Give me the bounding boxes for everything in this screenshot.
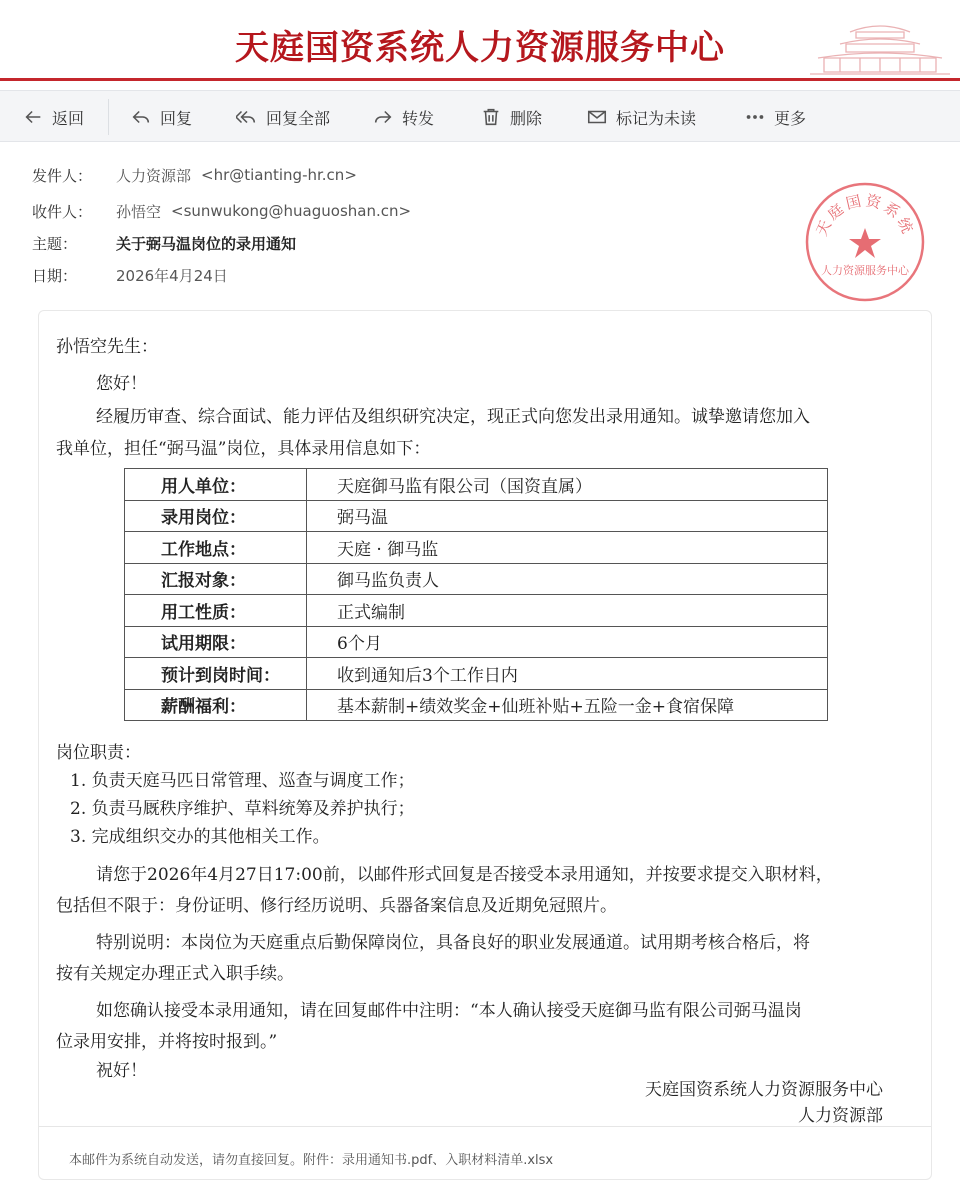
to-row: [32, 199, 411, 223]
from-email[interactable]: <hr@tianting-hr.cn>: [201, 166, 357, 184]
from-row: [32, 163, 357, 187]
duty-item: 3. 完成组织交办的其他相关工作。: [70, 827, 330, 847]
toolbar-divider: [108, 99, 109, 135]
signature-dept: 人力资源部: [798, 1106, 883, 1126]
info-row: [125, 658, 828, 690]
duty-item: 1. 负责天庭马匹日常管理、巡查与调度工作；: [70, 771, 415, 791]
forward-button[interactable]: [372, 91, 434, 143]
footer-note: 本邮件为系统自动发送，请勿直接回复。附件：录用通知书.pdf、入职材料清单.xlsx: [69, 1153, 554, 1168]
from-label: 发件人：: [32, 166, 93, 185]
info-row: [125, 500, 828, 532]
info-row: [125, 532, 828, 564]
offer-info-table: [124, 468, 828, 721]
signature-org: 天庭国资系统人力资源服务中心: [645, 1080, 883, 1100]
info-value: 天庭 · 御马监: [307, 532, 828, 564]
reply-line-1: 请您于2026年4月27日17:00前，以邮件形式回复是否接受本录用通知，并按要求提交入职材料，: [96, 865, 833, 885]
letter-card: [38, 310, 932, 1180]
date-label: 日期：: [32, 266, 78, 285]
svg-text:人力资源服务中心: 人力资源服务中心: [821, 264, 909, 277]
duties-title: 岗位职责：: [56, 743, 141, 763]
reply-all-button[interactable]: [236, 91, 330, 143]
to-email[interactable]: <sunwukong@huaguoshan.cn>: [171, 202, 412, 220]
more-label: 更多: [774, 108, 807, 128]
svg-text:天庭国资系统: 天庭国资系统: [812, 191, 918, 239]
intro-line-1: 经履历审查、综合面试、能力评估及组织研究决定，现正式向您发出录用通知。诚挚邀请您加入: [96, 407, 810, 427]
info-key: 预计到岗时间：: [125, 658, 307, 690]
info-row: [125, 595, 828, 627]
info-row: [125, 563, 828, 595]
reply-icon: [130, 106, 152, 128]
info-row: [125, 469, 828, 501]
info-value: 基本薪制+绩效奖金+仙班补贴+五险一金+食宿保障: [307, 689, 828, 721]
mark-unread-label: 标记为未读: [616, 108, 697, 128]
arrow-left-icon: [22, 106, 44, 128]
greeting: 您好！: [96, 374, 147, 394]
reply-all-label: 回复全部: [266, 108, 331, 128]
forward-icon: [372, 106, 394, 128]
info-key: 工作地点：: [125, 532, 307, 564]
info-value: 正式编制: [307, 595, 828, 627]
footer-divider: [39, 1126, 931, 1127]
to-label: 收件人：: [32, 202, 93, 221]
info-value: 御马监负责人: [307, 563, 828, 595]
back-label: 返回: [52, 108, 85, 128]
subject-row: [32, 231, 296, 255]
info-row: [125, 626, 828, 658]
special-line-1: 特别说明：本岗位为天庭重点后勤保障岗位，具备良好的职业发展通道。试用期考核合格后，将: [96, 933, 810, 953]
reply-button[interactable]: [130, 91, 192, 143]
from-name[interactable]: 人力资源部: [116, 166, 192, 185]
info-key: 录用岗位：: [125, 500, 307, 532]
closing: 祝好！: [96, 1061, 147, 1081]
star-icon: [849, 228, 881, 258]
to-name[interactable]: 孙悟空: [116, 202, 162, 221]
official-seal: [803, 180, 927, 304]
page-title: 天庭国资系统人力资源服务中心: [235, 28, 725, 68]
more-button[interactable]: [744, 91, 806, 143]
info-key: 汇报对象：: [125, 563, 307, 595]
header-divider: [0, 78, 960, 81]
subject-text: 关于弼马温岗位的录用通知: [116, 234, 297, 253]
subject-label: 主题：: [32, 234, 78, 253]
salutation: 孙悟空先生：: [56, 337, 158, 357]
info-value: 弼马温: [307, 500, 828, 532]
confirm-line-1: 如您确认接受本录用通知，请在回复邮件中注明：“本人确认接受天庭御马监有限公司弼马温岗: [96, 1001, 802, 1021]
forward-label: 转发: [402, 108, 435, 128]
back-button[interactable]: [22, 91, 84, 143]
intro-line-2: 我单位，担任“弼马温”岗位，具体录用信息如下：: [56, 439, 431, 459]
info-row: [125, 689, 828, 721]
reply-all-icon: [236, 106, 258, 128]
delete-label: 删除: [510, 108, 543, 128]
info-value: 6个月: [307, 626, 828, 658]
info-key: 试用期限：: [125, 626, 307, 658]
confirm-line-2: 位录用安排，并将按时报到。”: [56, 1032, 278, 1052]
info-key: 用人单位：: [125, 469, 307, 501]
info-value: 收到通知后3个工作日内: [307, 658, 828, 690]
info-value: 天庭御马监有限公司（国资直属）: [307, 469, 828, 501]
envelope-icon: [586, 106, 608, 128]
reply-label: 回复: [160, 108, 193, 128]
mail-toolbar: [0, 90, 960, 142]
reply-line-2: 包括但不限于：身份证明、修行经历说明、兵器备案信息及近期免冠照片。: [56, 896, 617, 916]
trash-icon: [480, 106, 502, 128]
more-dots-icon: [744, 106, 766, 128]
delete-button[interactable]: [480, 91, 542, 143]
date-text: 2026年4月24日: [116, 266, 228, 285]
duty-item: 2. 负责马厩秩序维护、草料统筹及养护执行；: [70, 799, 415, 819]
info-key: 薪酬福利：: [125, 689, 307, 721]
info-key: 用工性质：: [125, 595, 307, 627]
palace-icon: [810, 18, 950, 76]
app-header: [0, 0, 960, 82]
date-row: [32, 263, 228, 287]
mark-unread-button[interactable]: [586, 91, 696, 143]
special-line-2: 按有关规定办理正式入职手续。: [56, 964, 294, 984]
